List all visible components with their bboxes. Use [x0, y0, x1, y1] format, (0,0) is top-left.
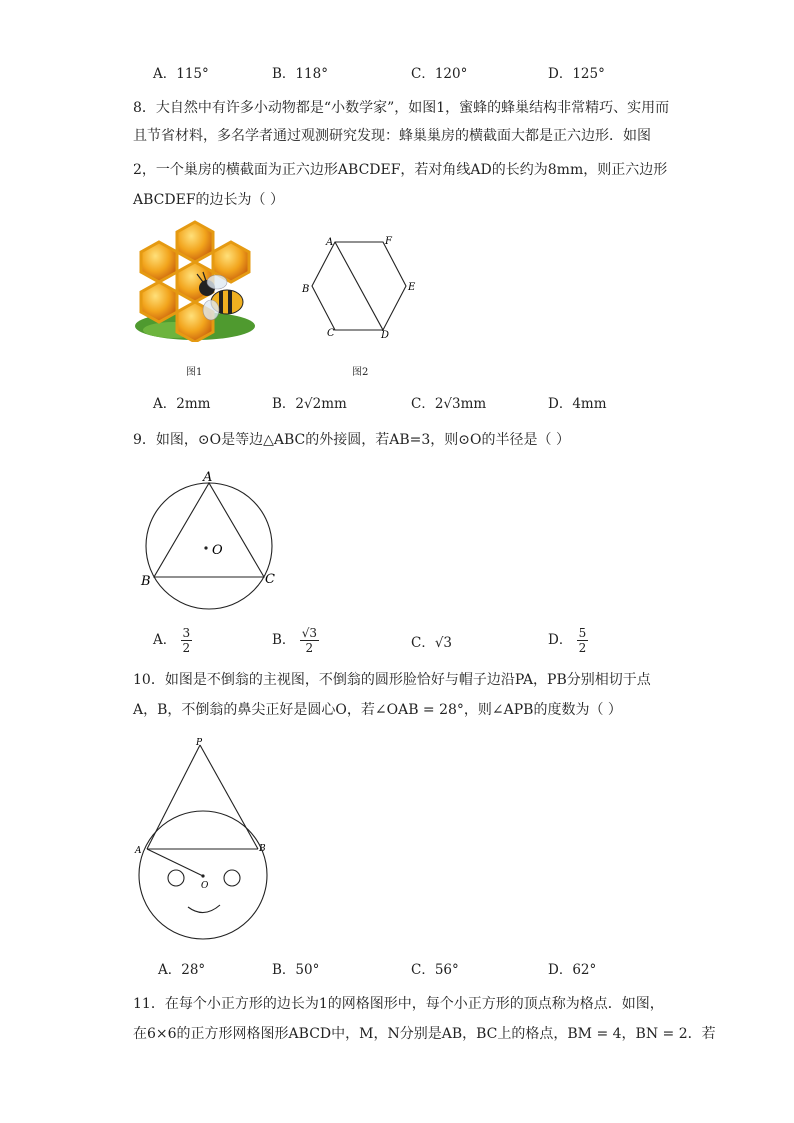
fig2-caption: 图2	[352, 367, 369, 378]
hex-label-f: F	[385, 236, 392, 247]
q10-label-a: A	[135, 846, 142, 856]
hex-label-d: D	[381, 330, 390, 341]
q8-text-line-4: ABCDEF的边长为（ ）	[133, 192, 284, 208]
q9-option-c: C．√3	[411, 635, 453, 651]
q10-option-d: D．62°	[548, 962, 597, 978]
q10-label-p: P	[196, 738, 203, 748]
q8-option-d: D．4mm	[548, 396, 607, 412]
fraction: $\frac{3}{2}$	[182, 626, 191, 655]
tumbler-toy-figure	[130, 733, 280, 953]
q8-option-a: A．2mm	[153, 396, 211, 412]
fig1-caption: 图1	[186, 367, 203, 378]
hex-label-c: C	[327, 328, 335, 339]
q9-option-d: D． $\frac{5}{2}$	[548, 626, 587, 655]
q8-text-line-3: 2，一个巢房的横截面为正六边形ABCDEF，若对角线AD的长约为8mm，则正六边形	[133, 162, 668, 178]
q11-text-line-2: 在6×6的正方形网格图形ABCD中，M，N分别是AB，BC上的格点，BM = 4，BN = 2．若	[133, 1026, 716, 1042]
q10-text-line-1: 10．如图是不倒翁的主视图，不倒翁的圆形脸恰好与帽子边沿PA，PB分别相切于点	[133, 672, 651, 688]
hex-label-b: B	[302, 284, 310, 295]
q10-option-b: B．50°	[272, 962, 320, 978]
q8-text-line-2: 且节省材料，多名学者通过观测研究发现：蜂巢巢房的横截面大都是正六边形．如图	[133, 128, 651, 144]
q7-option-a: A．115°	[153, 66, 209, 82]
fraction: $\frac{5}{2}$	[578, 626, 587, 655]
q9-label-b: B	[141, 574, 151, 589]
q9-option-a: A． $\frac{3}{2}$	[153, 626, 191, 655]
q10-text-line-2: A，B，不倒翁的鼻尖正好是圆心O，若∠OAB = 28°，则∠APB的度数为（ ）	[133, 702, 622, 718]
circumscribed-circle-figure	[136, 468, 286, 612]
q8-option-c: C．2√3mm	[411, 396, 487, 412]
q10-option-c: C．56°	[411, 962, 459, 978]
q7-option-d: D．125°	[548, 66, 605, 82]
q7-option-c: C．120°	[411, 66, 468, 82]
q10-label-b: B	[259, 844, 266, 854]
hex-label-a: A	[326, 237, 334, 248]
hex-label-e: E	[408, 282, 416, 293]
q9-label-a: A	[203, 470, 213, 485]
q7-option-b: B．118°	[272, 66, 328, 82]
q9-label-c: C	[265, 572, 275, 587]
q11-text-line-1: 11．在每个小正方形的边长为1的网格图形中，每个小正方形的顶点称为格点．如图，	[133, 996, 664, 1012]
q10-label-o: O	[201, 881, 209, 891]
q8-option-b: B．2√2mm	[272, 396, 347, 412]
q8-text-line-1: 8．大自然中有许多小动物都是“小数学家”，如图1，蜜蜂的蜂巢结构非常精巧、实用而	[133, 100, 670, 116]
q9-text: 9．如图，⊙O是等边△ABC的外接圆，若AB=3，则⊙O的半径是（ ）	[133, 432, 570, 448]
hexagon-figure	[296, 230, 420, 342]
fraction: $\frac{√3}{2}$	[301, 626, 317, 655]
honeycomb-bee-image	[133, 218, 257, 342]
q9-label-o: O	[212, 543, 223, 558]
q9-option-b: B． $\frac{√3}{2}$	[272, 626, 317, 655]
q10-option-a: A．28°	[158, 962, 206, 978]
